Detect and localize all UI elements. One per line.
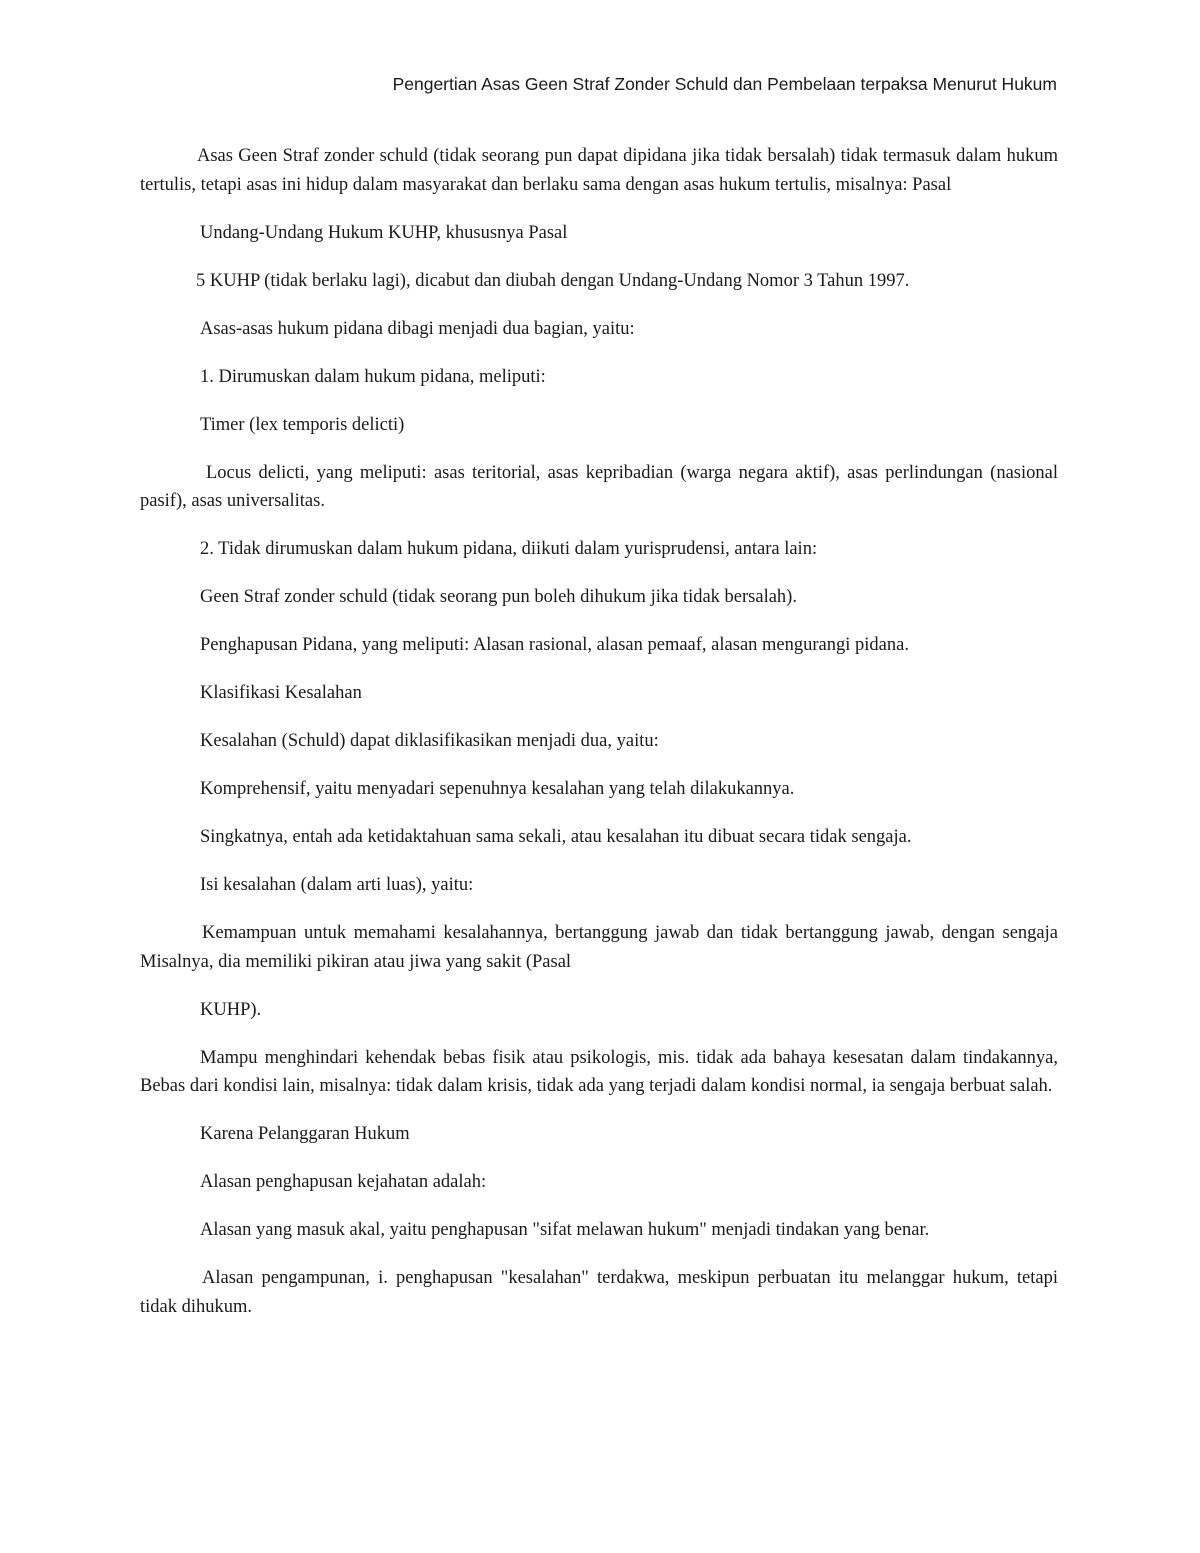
paragraph-kemampuan: Kemampuan untuk memahami kesalahannya, bertanggung jawab dan tidak bertanggung jawab, dengan sengaja Misalnya, dia memiliki pikiran atau jiwa yang sakit (Pasal: [140, 923, 1058, 972]
paragraph-kuhp: KUHP).: [200, 999, 262, 1020]
paragraph-pelanggaran-hukum: Karena Pelanggaran Hukum: [200, 1124, 410, 1144]
paragraph-isi-kesalahan: Isi kesalahan (dalam arti luas), yaitu:: [200, 875, 474, 895]
paragraph-klasifikasi-kesalahan: Klasifikasi Kesalahan: [200, 683, 362, 703]
paragraph-intro-asas: Asas Geen Straf zonder schuld (tidak seorang pun dapat dipidana jika tidak bersalah) tidak termasuk dalam hukum tertulis, tetapi asas ini hidup dalam masyarakat dan berlaku sama dengan asas hukum tertulis, misalnya: Pasal: [140, 146, 1058, 195]
document-body: [140, 142, 1058, 1341]
paragraph-pasal-5: 5 KUHP (tidak berlaku lagi), dicabut dan diubah dengan Undang-Undang Nomor 3 Tahun 1997.: [196, 270, 910, 291]
paragraph-mampu-menghindari: Mampu menghindari kehendak bebas fisik atau psikologis, mis. tidak ada bahaya kesesatan dalam tindakannya, Bebas dari kondisi lain, misalnya: tidak dalam krisis, tidak ada yang terjadi dalam kondisi normal, ia sengaja berbuat salah.: [140, 1047, 1058, 1096]
paragraph-locus-delicti: Locus delicti, yang meliputi: asas teritorial, asas kepribadian (warga negara aktif), asas perlindungan (nasional pasif), asas universalitas.: [140, 462, 1058, 511]
paragraph-kesalahan-schuld: Kesalahan (Schuld) dapat diklasifikasikan menjadi dua, yaitu:: [200, 731, 659, 751]
paragraph-singkatnya: Singkatnya, entah ada ketidaktahuan sama sekali, atau kesalahan itu dibuat secara tidak sengaja.: [200, 827, 912, 847]
paragraph-item-2: 2. Tidak dirumuskan dalam hukum pidana, diikuti dalam yurisprudensi, antara lain:: [200, 539, 818, 559]
paragraph-uu-kuhp: Undang-Undang Hukum KUHP, khususnya Pasal: [200, 222, 568, 243]
paragraph-geen-straf: Geen Straf zonder schuld (tidak seorang pun boleh dihukum jika tidak bersalah).: [200, 587, 797, 607]
paragraph-alasan-penghapusan: Alasan penghapusan kejahatan adalah:: [200, 1172, 487, 1192]
paragraph-alasan-pengampunan: Alasan pengampunan, i. penghapusan "kesalahan" terdakwa, meskipun perbuatan itu melanggar hukum, tetapi tidak dihukum.: [140, 1268, 1058, 1317]
paragraph-item-1: 1. Dirumuskan dalam hukum pidana, meliputi:: [200, 366, 546, 387]
paragraph-timer: Timer (lex temporis delicti): [200, 414, 405, 435]
paragraph-penghapusan-pidana: Penghapusan Pidana, yang meliputi: Alasan rasional, alasan pemaaf, alasan mengurangi pidana.: [200, 635, 909, 655]
paragraph-asas-dibagi: Asas-asas hukum pidana dibagi menjadi dua bagian, yaitu:: [200, 318, 635, 339]
running-header-title: Pengertian Asas Geen Straf Zonder Schuld dan Pembelaan terpaksa Menurut Hukum: [392, 74, 1057, 94]
paragraph-alasan-masuk-akal: Alasan yang masuk akal, yaitu penghapusan "sifat melawan hukum" menjadi tindakan yang benar.: [200, 1220, 930, 1240]
paragraph-komprehensif: Komprehensif, yaitu menyadari sepenuhnya kesalahan yang telah dilakukannya.: [200, 779, 795, 799]
